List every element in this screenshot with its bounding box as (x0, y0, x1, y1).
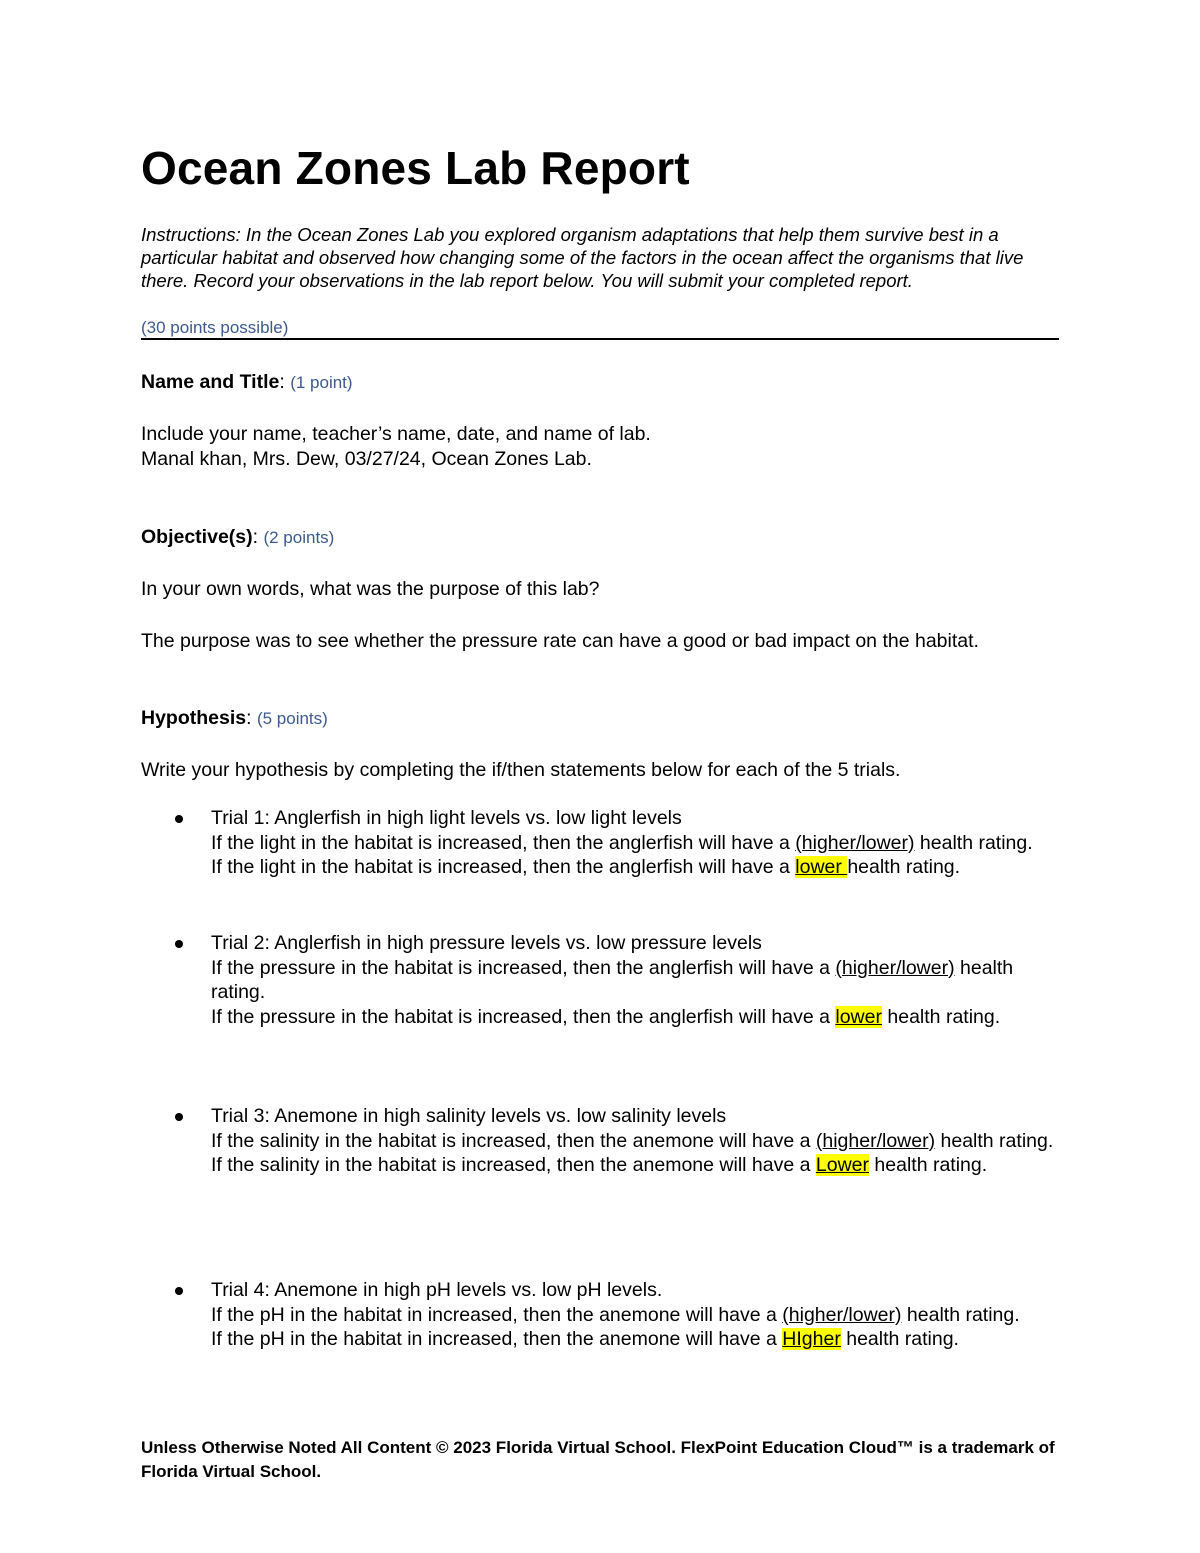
name-title-points: (1 point) (290, 373, 353, 392)
list-item-trial-2 (211, 931, 1059, 1029)
trial-heading: Trial 4: Anemone in high pH levels vs. low pH levels. (211, 1279, 663, 1301)
objective-prompt: In your own words, what was the purpose of this lab? (141, 578, 600, 600)
choice-placeholder: (higher/lower) (835, 956, 955, 979)
name-title-heading: Name and Title: (1 point) (141, 371, 353, 393)
trial-heading: Trial 1: Anglerfish in high light levels vs. low light levels (211, 807, 682, 829)
answer-highlight: HIgher (782, 1328, 841, 1350)
objective-answer: The purpose was to see whether the pressure rate can have a good or bad impact on the habitat. (141, 630, 979, 652)
points-possible-label: (30 points possible) (141, 318, 289, 337)
trial-heading: Trial 3: Anemone in high salinity levels vs. low salinity levels (211, 1105, 727, 1127)
trial-answer: If the pH in the habitat in increased, then the anemone will have a HIgher health rating. (211, 1328, 959, 1350)
hypothesis-prompt: Write your hypothesis by completing the if/then statements below for each of the 5 trials. (141, 759, 901, 781)
name-title-prompt: Include your name, teacher’s name, date, and name of lab. (141, 423, 651, 445)
trial-heading: Trial 2: Anglerfish in high pressure levels vs. low pressure levels (211, 932, 762, 954)
trial-template: If the light in the habitat is increased, then the anglerfish will have a (higher/lower) health rating. (211, 831, 1033, 854)
choice-placeholder: (higher/lower) (795, 831, 915, 854)
trial-answer: If the light in the habitat is increased, then the anglerfish will have a lower health rating. (211, 856, 961, 878)
bullet-icon (175, 815, 183, 823)
bullet-icon (175, 1113, 183, 1121)
list-item-trial-4 (211, 1278, 1059, 1352)
trial-template: If the salinity in the habitat is increased, then the anemone will have a (higher/lower) health rating. (211, 1129, 1054, 1152)
trial-template: If the pH in the habitat in increased, then the anemone will have a (higher/lower) health rating. (211, 1303, 1020, 1326)
page-title: Ocean Zones Lab Report (141, 142, 690, 194)
bullet-icon (175, 940, 183, 948)
hypothesis-heading: Hypothesis: (5 points) (141, 707, 328, 729)
objective-points: (2 points) (263, 528, 335, 547)
answer-highlight: lower (835, 1005, 882, 1028)
answer-highlight: lower (795, 856, 848, 878)
list-item-trial-3 (211, 1104, 1059, 1178)
trial-answer: If the pressure in the habitat is increased, then the anglerfish will have a lower health rating. (211, 1005, 1001, 1028)
objective-heading: Objective(s): (2 points) (141, 526, 335, 548)
instructions-text: Instructions: In the Ocean Zones Lab you explored organism adaptations that help them survive best in a particular habitat and observed how changing some of the factors in the ocean affect the organisms that live there. Record your observations in the lab report below. You will submit your completed report. (141, 224, 1024, 291)
document-page (141, 0, 1059, 1553)
name-title-answer: Manal khan, Mrs. Dew, 03/27/24, Ocean Zones Lab. (141, 448, 592, 470)
copyright-footer: Unless Otherwise Noted All Content © 2023 Florida Virtual School. FlexPoint Education Cloud™ is a trademark of Florida Virtual School. (141, 1438, 1055, 1481)
list-item-trial-1 (211, 806, 1059, 880)
choice-placeholder: (higher/lower) (815, 1129, 936, 1152)
name-title-label: Name and Title (141, 371, 280, 393)
horizontal-divider (141, 338, 1059, 340)
choice-placeholder: (higher/lower) (782, 1303, 902, 1326)
hypothesis-points: (5 points) (256, 709, 328, 728)
trial-template: If the pressure in the habitat is increased, then the anglerfish will have a (higher/lower) health rating. (211, 956, 1014, 1003)
bullet-icon (175, 1287, 183, 1295)
answer-highlight: Lower (815, 1154, 869, 1176)
hypothesis-label: Hypothesis (141, 707, 247, 729)
trial-answer: If the salinity in the habitat is increased, then the anemone will have a Lower health rating. (211, 1154, 988, 1176)
objective-label: Objective(s) (141, 526, 253, 548)
